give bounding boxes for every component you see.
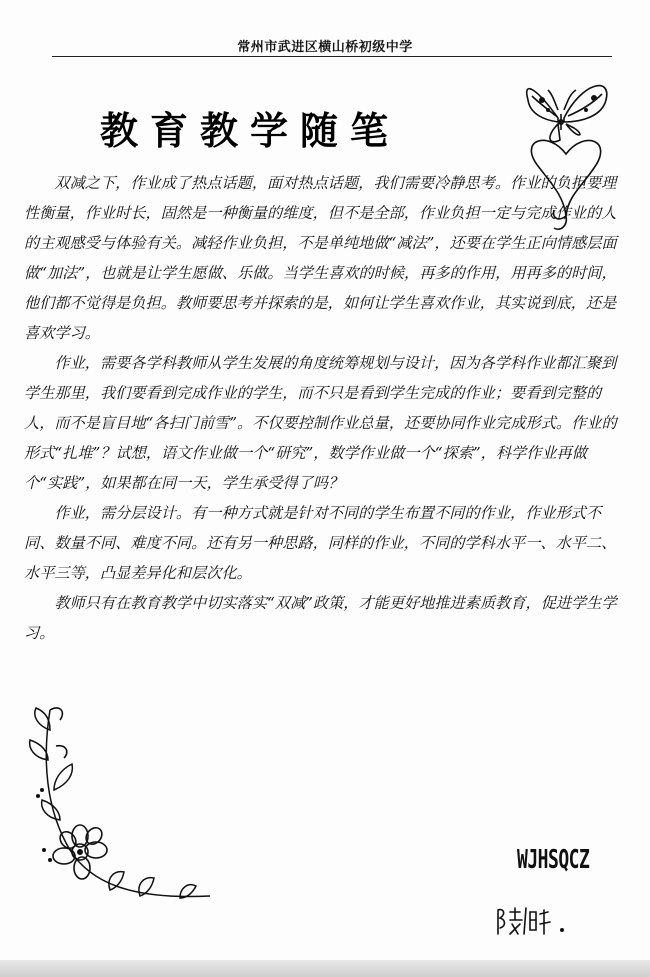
paragraph: 作业，需要各学科教师从学生发展的角度统筹规划与设计，因为各学科作业都汇聚到学生那里，我们要看到完成作业的学生，而不只是看到学生完成的作业；要看到完整的人，而不是盲目地“各扫门前雪”。不仅要控制作业总量，还要协同作业完成形式。作业的形式“扎堆”？试想，语文作业做一个“研究”，数学作业做一个“探索”，科学作业再做个“实践”，如果都在同一天，学生承受得了吗？ — [24, 354, 617, 492]
paragraph: 作业，需分层设计。有一种方式就是针对不同的学生布置不同的作业，作业形式不同、数量不同、难度不同。还有另一种思路，同样的作业，不同的学科水平一、水平二、水平三等，凸显差异化和层次化。 — [24, 504, 617, 582]
flower-vine-icon — [20, 700, 220, 910]
header-divider — [52, 56, 612, 57]
paragraph: 教师只有在教育教学中切实落实“双减”政策，才能更好地推进素质教育，促进学生学习。 — [24, 594, 617, 642]
page-title: 教育教学随笔 — [100, 108, 401, 153]
school-logo-mark: WJHSQCZ — [517, 845, 590, 876]
essay-body — [24, 168, 624, 648]
paragraph: 双减之下，作业成了热点话题，面对热点话题，我们需要冷静思考。作业的负担要理性衡量，作业时长，固然是一种衡量的维度，但不是全部，作业负担一定与完成作业的人的主观感受与体验有关。减轻作业负担，不是单纯地做“减法”，还要在学生正向情感层面做“加法”，也就是让学生愿做、乐做。当学生喜欢的时候，再多的作用，用再多的时间，他们都不觉得是负担。教师要思考并探索的是，如何让学生喜欢作业，其实说到底，还是喜欢学习。 — [24, 174, 617, 342]
school-header: 常州市武进区横山桥初级中学 — [237, 40, 413, 55]
handwritten-signature — [490, 900, 580, 940]
page-edge — [0, 960, 650, 977]
